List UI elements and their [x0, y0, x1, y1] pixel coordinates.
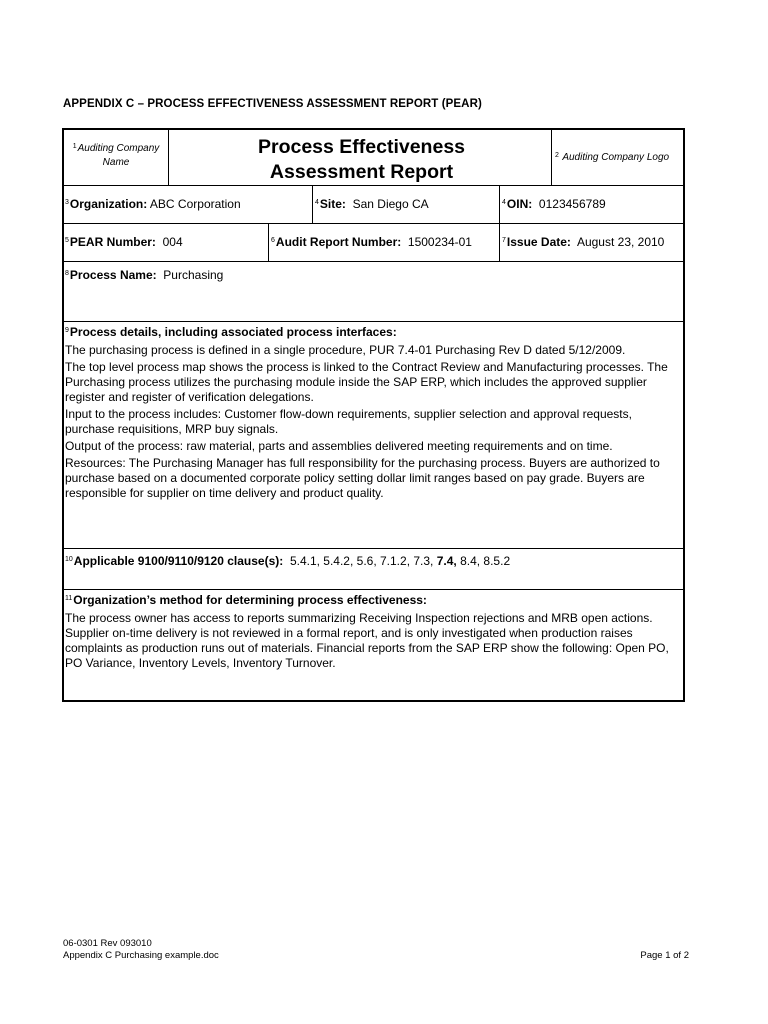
title-line-1: Process Effectiveness — [257, 136, 466, 158]
process-details-paragraph: The top level process map shows the process is linked to the Contract Review and Manufacturing processes. The Purchasing process utilizes the purchasing module inside the SAP ERP, which includes the approved supplier register and register of verification delegations. — [65, 360, 668, 404]
clauses-value-rest: 8.4, 8.5.2 — [460, 554, 511, 568]
process-details-paragraph: Input to the process includes: Customer flow-down requirements, supplier selection and approval requests, purchase requisitions, MRP buy signals. — [65, 407, 632, 436]
site-field — [315, 197, 429, 212]
organization-label: Organization: — [69, 197, 148, 211]
field-number: 11 — [65, 595, 73, 602]
clauses-value-highlight: 7.4, — [436, 554, 457, 568]
field-number: 5 — [65, 237, 69, 244]
field-number: 7 — [502, 237, 506, 244]
row-divider — [64, 548, 683, 549]
issue-date-value: August 23, 2010 — [576, 235, 665, 249]
file-name: Appendix C Purchasing example.doc — [63, 950, 219, 961]
title-line-2: Assessment Report — [269, 161, 454, 183]
field-number: 10 — [65, 556, 73, 563]
report-title — [174, 135, 549, 185]
organization-value: ABC Corporation — [149, 197, 241, 211]
effectiveness-method-section — [65, 593, 683, 673]
col-divider — [168, 130, 169, 185]
effectiveness-method-heading — [65, 593, 683, 608]
field-number: 3 — [65, 199, 69, 206]
col-divider — [268, 223, 269, 261]
issue-date-field — [502, 235, 664, 250]
company-logo-placeholder — [555, 150, 685, 165]
oin-label: OIN: — [506, 197, 533, 211]
issue-date-label: Issue Date: — [506, 235, 571, 249]
row-divider — [64, 321, 683, 322]
field-number: 4 — [502, 199, 506, 206]
document-footer — [63, 938, 219, 962]
effectiveness-method-text: The process owner has access to reports summarizing Receiving Inspection rejections and MRB open actions. Supplier on-time delivery is not reviewed in a formal report, and is only investigated when production raises complaints as production runs out of materials. Financial reports from the SAP ERP show the following: Open PO, PO Variance, Inventory Levels, Inventory Turnover. — [65, 611, 669, 670]
process-details-label: Process details, including associated process interfaces: — [69, 325, 397, 339]
field-number: 2 — [555, 152, 559, 159]
row-divider — [64, 261, 683, 262]
row-divider — [64, 589, 683, 590]
row-divider — [64, 223, 683, 224]
pear-number-field — [65, 235, 183, 250]
company-name-cell — [66, 142, 166, 170]
pear-number-value: 004 — [162, 235, 183, 249]
audit-report-number-value: 1500234-01 — [407, 235, 472, 249]
field-number: 4 — [315, 199, 319, 206]
doc-number: 06-0301 Rev 093010 — [63, 938, 152, 949]
pear-number-label: PEAR Number: — [69, 235, 156, 249]
col-divider — [312, 185, 313, 223]
process-details-paragraph: Output of the process: raw material, parts and assemblies delivered meeting requirements and on time. — [65, 439, 613, 453]
process-details-paragraph: Resources: The Purchasing Manager has full responsibility for the purchasing process. Buyers are authorized to purchase based on a documented corporate policy setting dollar limit ranges based on pay grade. Buyers are responsible for supplier on time delivery and product quality. — [65, 456, 660, 500]
organization-field — [65, 197, 241, 212]
field-number: 6 — [271, 237, 275, 244]
pear-form — [62, 128, 685, 702]
process-details-heading — [65, 325, 683, 340]
process-name-field — [65, 268, 223, 283]
col-divider — [499, 223, 500, 261]
oin-field — [502, 197, 606, 212]
site-label: Site: — [319, 197, 346, 211]
process-details-section — [65, 325, 683, 503]
applicable-clauses-label: Applicable 9100/9110/9120 clause(s): — [73, 554, 284, 568]
audit-report-number-field — [271, 235, 472, 250]
process-name-value: Purchasing — [163, 268, 224, 282]
effectiveness-method-label: Organization’s method for determining process effectiveness: — [73, 593, 427, 607]
clauses-value: 5.4.1, 5.4.2, 5.6, 7.1.2, 7.3, — [289, 554, 434, 568]
field-number: 9 — [65, 327, 69, 334]
site-value: San Diego CA — [352, 197, 429, 211]
field-number: 1 — [72, 143, 77, 150]
audit-report-number-label: Audit Report Number: — [275, 235, 402, 249]
col-divider — [499, 185, 500, 223]
appendix-heading: APPENDIX C – PROCESS EFFECTIVENESS ASSESSMENT REPORT (PEAR) — [63, 98, 482, 110]
oin-value: 0123456789 — [538, 197, 606, 211]
field-number: 8 — [65, 270, 69, 277]
applicable-clauses-field — [65, 554, 510, 569]
company-logo-text: Auditing Company Logo — [562, 152, 670, 163]
row-divider — [64, 185, 683, 186]
process-name-label: Process Name: — [69, 268, 157, 282]
process-details-paragraph: The purchasing process is defined in a single procedure, PUR 7.4-01 Purchasing Rev D dated 5/12/2009. — [65, 343, 626, 357]
page-number: Page 1 of 2 — [640, 950, 689, 961]
col-divider — [551, 130, 552, 185]
company-name-text: Auditing Company Name — [77, 143, 160, 168]
